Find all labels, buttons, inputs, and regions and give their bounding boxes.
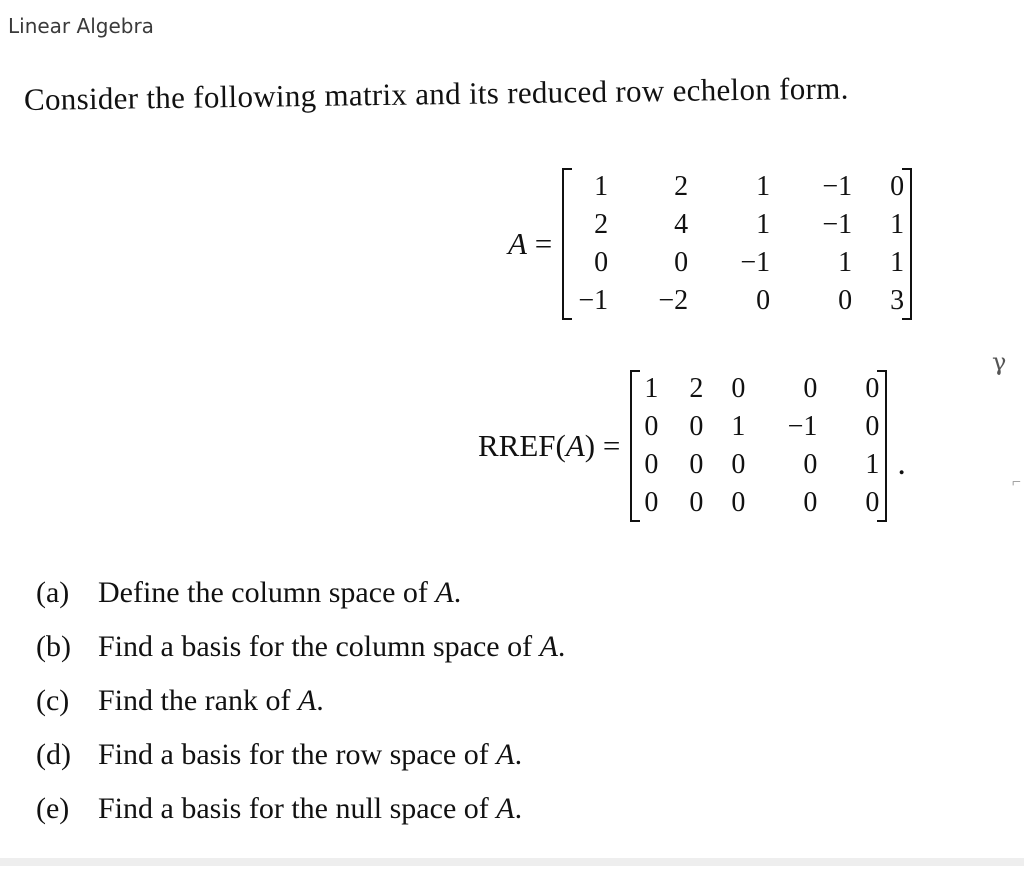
matrix-a-cell: −2 — [658, 285, 689, 316]
matrix-rref-cell: 1 — [865, 449, 880, 480]
matrix-a-cell: 0 — [890, 171, 905, 202]
matrix-rref-cell: 0 — [731, 487, 746, 518]
matrix-a-cell: −1 — [822, 209, 853, 240]
matrix-a-cell: 1 — [890, 209, 905, 240]
matrix-a-cell: 2 — [674, 171, 689, 202]
matrix-rref-cell: 0 — [865, 411, 880, 442]
matrix-a-cell: 0 — [674, 247, 689, 278]
matrix-a-cell: 1 — [838, 247, 853, 278]
matrix-rref — [630, 370, 887, 522]
matrix-rref-cell: 0 — [865, 373, 880, 404]
matrix-rref-cell: 0 — [803, 449, 818, 480]
matrix-a-cell: 0 — [594, 247, 609, 278]
matrix-a-cell: 1 — [594, 171, 609, 202]
matrix-a-cell: 0 — [756, 285, 771, 316]
matrix-rref-cell: 0 — [689, 411, 704, 442]
matrix-a-grid — [570, 168, 904, 320]
question-parts — [36, 570, 565, 840]
matrix-a-label: A = — [508, 226, 553, 261]
question-part — [36, 678, 565, 732]
rref-equation — [478, 370, 906, 522]
part-label: (e) — [36, 792, 70, 825]
matrix-a-row — [570, 168, 904, 206]
matrix-rref-cell: 0 — [644, 411, 659, 442]
matrix-a-equation — [508, 168, 912, 320]
matrix-rref-cell: 0 — [731, 449, 746, 480]
matrix-a-cell: 4 — [674, 209, 689, 240]
topic-title: Linear Algebra — [8, 14, 154, 38]
matrix-rref-row — [638, 408, 879, 446]
matrix-a-cell: 0 — [838, 285, 853, 316]
matrix-rref-grid — [638, 370, 879, 522]
part-label: (a) — [36, 576, 70, 609]
matrix-rref-cell: 0 — [644, 449, 659, 480]
rref-period: . — [897, 445, 906, 482]
matrix-rref-cell: 0 — [803, 373, 818, 404]
matrix-a-cell: 1 — [756, 171, 771, 202]
matrix-a-row — [570, 206, 904, 244]
part-text: Define the column space of A. — [98, 576, 462, 609]
bottom-divider — [0, 858, 1024, 866]
matrix-a-cell: 1 — [756, 209, 771, 240]
matrix-rref-cell: 0 — [731, 373, 746, 404]
matrix-rref-row — [638, 484, 879, 522]
margin-mark: γ — [992, 348, 1007, 376]
part-label: (d) — [36, 738, 71, 771]
problem-intro: Consider the following matrix and its reduced row echelon form. — [23, 70, 849, 117]
part-label: (c) — [36, 684, 70, 717]
matrix-a-cell: −1 — [740, 247, 771, 278]
matrix-rref-cell: 0 — [689, 449, 704, 480]
matrix-a-cell: −1 — [822, 171, 853, 202]
part-text: Find the rank of A. — [98, 684, 324, 717]
matrix-rref-cell: 1 — [731, 411, 746, 442]
matrix-rref-cell: 2 — [689, 373, 704, 404]
matrix-a-cell: 2 — [594, 209, 609, 240]
rref-label: RREF(A) = — [478, 428, 621, 463]
matrix-a — [562, 168, 912, 320]
matrix-rref-cell: 0 — [865, 487, 880, 518]
question-part — [36, 624, 565, 678]
matrix-rref-row — [638, 370, 879, 408]
matrix-rref-cell: −1 — [787, 411, 818, 442]
matrix-rref-cell: 1 — [644, 373, 659, 404]
question-part — [36, 570, 565, 624]
question-part — [36, 732, 565, 786]
part-label: (b) — [36, 630, 71, 663]
margin-mark: ⌐ — [1012, 474, 1022, 491]
matrix-a-cell: 1 — [890, 247, 905, 278]
part-text: Find a basis for the column space of A. — [98, 630, 566, 663]
matrix-rref-row — [638, 446, 879, 484]
matrix-rref-cell: 0 — [689, 487, 704, 518]
matrix-a-cell: 3 — [890, 285, 905, 316]
matrix-rref-cell: 0 — [803, 487, 818, 518]
part-text: Find a basis for the row space of A. — [98, 738, 523, 771]
matrix-a-cell: −1 — [578, 285, 609, 316]
matrix-a-row — [570, 244, 904, 282]
matrix-a-row — [570, 282, 904, 320]
question-part — [36, 786, 565, 840]
matrix-rref-cell: 0 — [644, 487, 659, 518]
part-text: Find a basis for the null space of A. — [98, 792, 523, 825]
